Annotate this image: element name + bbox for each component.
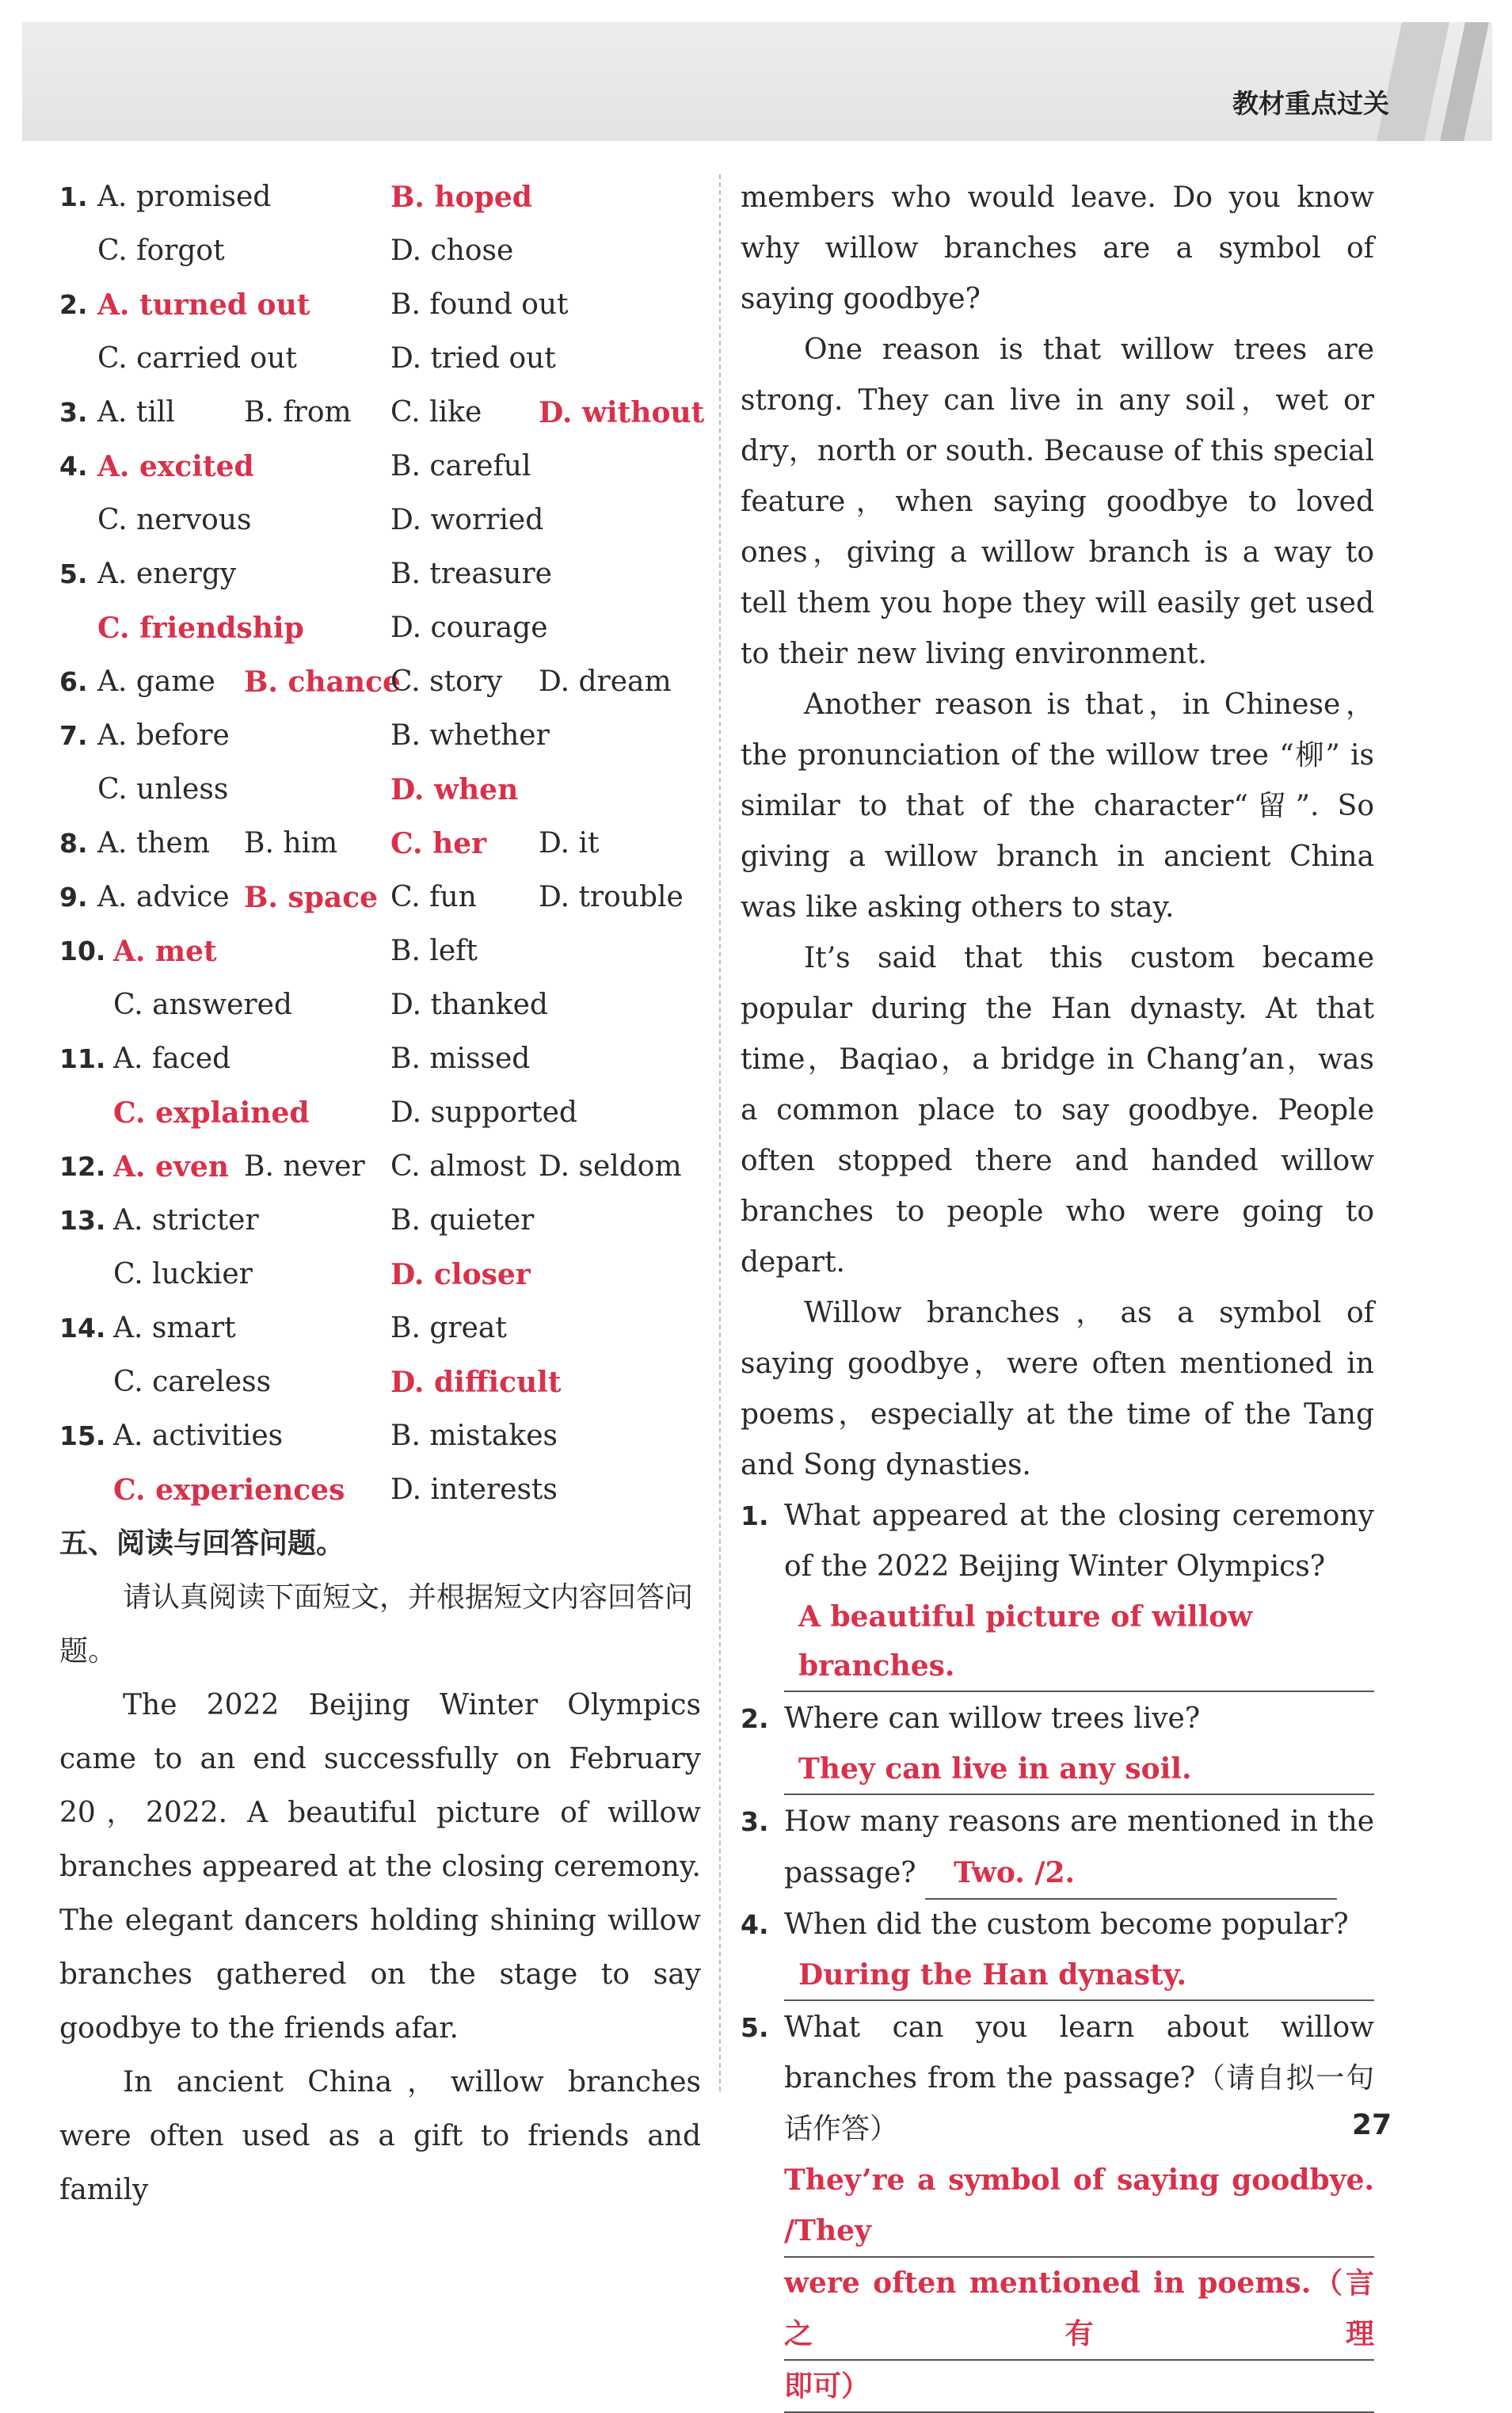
- choice-option-correct: C. experiences: [113, 1473, 345, 1507]
- choice-row: [59, 278, 701, 332]
- question-text: Where can willow trees live?: [784, 1702, 1201, 1735]
- choice-row: [59, 386, 705, 440]
- choice-option: D. courage: [390, 612, 548, 644]
- choice-number: 5.: [59, 558, 88, 589]
- question-text: When did the custom become popular?: [784, 1908, 1349, 1941]
- choice-option: D. chose: [390, 234, 514, 267]
- choice-option: A. faced: [113, 1043, 231, 1075]
- question-item: [741, 1797, 1374, 1900]
- choice-option: C. careless: [113, 1366, 272, 1398]
- header-decoration: [1377, 22, 1449, 141]
- answer-line: were often mentioned in poems.（言之有理: [784, 2258, 1374, 2361]
- answer-text: [784, 2155, 1374, 2413]
- question-text: What can you learn about willow branches from the passage?（请自拟一句话作答）: [784, 2011, 1374, 2145]
- choice-row: [59, 1463, 701, 1517]
- choice-number: 12.: [59, 1151, 106, 1182]
- choice-option: D. supported: [390, 1096, 577, 1129]
- choice-row: [59, 1409, 701, 1463]
- choice-option-correct: A. met: [113, 935, 217, 968]
- question-text-part: How many reasons are mentioned in the passage?: [784, 1805, 1374, 1889]
- choice-row: [59, 1302, 701, 1355]
- choice-option: B. never: [244, 1150, 365, 1183]
- choice-row: [59, 763, 701, 817]
- choice-option: A. activities: [113, 1420, 284, 1452]
- choice-option: D. seldom: [539, 1150, 682, 1183]
- choice-row: [59, 170, 701, 224]
- choice-option: C. nervous: [97, 504, 252, 536]
- choice-option: B. careful: [390, 450, 531, 482]
- choice-number: 11.: [59, 1043, 106, 1074]
- choice-option: D. interests: [390, 1473, 558, 1506]
- right-column: [741, 173, 1374, 2413]
- choice-option: B. him: [244, 827, 338, 860]
- choice-option: C. story: [390, 665, 503, 698]
- choice-number: 4.: [59, 451, 88, 482]
- question-number: 4.: [741, 1909, 769, 1940]
- choice-number: 13.: [59, 1205, 106, 1236]
- choice-row: [59, 655, 701, 709]
- choice-option: C. answered: [113, 989, 292, 1021]
- choice-option: B. great: [390, 1312, 507, 1344]
- passage-paragraph: Willow branches，as a symbol of saying goodbye，were often mentioned in poems，especially at the time of the Tang and Song dynasties.: [741, 1297, 1374, 1481]
- choice-option: D. dream: [539, 665, 672, 698]
- choice-option-correct: B. chance: [244, 665, 401, 699]
- section-header-title: 教材重点过关: [1232, 88, 1389, 119]
- choice-option-correct: A. excited: [97, 450, 254, 483]
- choice-row: [59, 817, 701, 871]
- choice-option: D. trouble: [539, 881, 684, 913]
- choice-option-correct: D. when: [390, 773, 519, 806]
- question-item: [741, 1694, 1374, 1795]
- choice-option-correct: B. space: [244, 881, 379, 914]
- choice-option: B. found out: [390, 288, 569, 321]
- choice-number: 10.: [59, 936, 106, 966]
- choice-option: A. stricter: [113, 1204, 259, 1237]
- choice-option: D. it: [539, 827, 600, 860]
- question-item: [741, 2003, 1374, 2413]
- choice-option: B. mistakes: [390, 1420, 558, 1452]
- left-column: [59, 170, 705, 2217]
- choice-row: [59, 1248, 701, 1302]
- choice-row: [59, 924, 701, 978]
- section-instruction: 请认真阅读下面短文，并根据短文内容回答问题。: [59, 1581, 694, 1668]
- choice-option-correct: B. hoped: [390, 181, 532, 214]
- choice-row: [59, 1032, 701, 1086]
- choice-option-correct: C. explained: [113, 1096, 310, 1130]
- question-number: 3.: [741, 1806, 769, 1837]
- question-number: 2.: [741, 1703, 769, 1734]
- choice-option: A. smart: [113, 1312, 236, 1344]
- choice-row: [59, 440, 701, 494]
- choice-option-correct: C. her: [390, 827, 487, 860]
- choice-option: A. them: [97, 827, 210, 860]
- choice-option: A. energy: [97, 558, 237, 590]
- question-number: 5.: [741, 2012, 769, 2043]
- choice-option-correct: D. difficult: [390, 1366, 562, 1399]
- choice-option-correct: A. turned out: [97, 288, 310, 322]
- question-text: [784, 1797, 1374, 1900]
- choice-row: [59, 871, 701, 924]
- choice-option: D. worried: [390, 504, 544, 536]
- choice-option: C. carried out: [97, 342, 297, 375]
- choice-option: B. quieter: [390, 1204, 535, 1237]
- choice-row: [59, 978, 701, 1032]
- header-decoration: [1440, 22, 1489, 141]
- choice-number: 8.: [59, 828, 88, 859]
- choice-row: [59, 1140, 701, 1194]
- answer-text: They can live in any soil.: [784, 1744, 1374, 1795]
- choice-row: [59, 494, 701, 547]
- choice-number: 7.: [59, 720, 88, 751]
- choice-option: A. game: [97, 665, 215, 698]
- column-divider: [719, 174, 721, 2091]
- choice-row: [59, 601, 701, 655]
- choice-option: C. like: [390, 396, 482, 429]
- passage-paragraph: One reason is that willow trees are strong. They can live in any soil，wet or dry，north or south. Because of this special feature，when saying goodbye to loved ones，giving a willow branch is a way to tell them you hope they will easily get used to their new living environment.: [741, 334, 1374, 670]
- choice-number: 9.: [59, 882, 88, 913]
- choice-option: B. treasure: [390, 558, 552, 590]
- choice-row: [59, 1086, 701, 1140]
- choice-row: [59, 332, 701, 386]
- choice-row: [59, 547, 701, 601]
- choice-option: A. promised: [97, 181, 272, 213]
- choice-row: [59, 1355, 701, 1409]
- choice-option: D. thanked: [390, 989, 548, 1021]
- question-number: 1.: [741, 1500, 769, 1531]
- choice-row: [59, 1194, 701, 1248]
- choice-row: [59, 224, 701, 278]
- choice-option: B. whether: [390, 719, 550, 752]
- choice-option: B. from: [244, 396, 352, 429]
- choice-option: B. left: [390, 935, 478, 967]
- choice-option: C. luckier: [113, 1258, 253, 1290]
- choice-option: A. till: [97, 396, 175, 429]
- multiple-choice-list: [59, 170, 705, 1517]
- page-number: 27: [1351, 2109, 1392, 2141]
- question-text: What appeared at the closing ceremony of the 2022 Beijing Winter Olympics?: [784, 1500, 1374, 1583]
- passage-paragraph: The 2022 Beijing Winter Olympics came to an end successfully on February 20，2022. A beautiful picture of willow branches appeared at the closing ceremony. The elegant dancers holding shining willow branches gathered on the stage to say goodbye to the friends afar.: [59, 1689, 701, 2045]
- choice-option: B. missed: [390, 1043, 531, 1075]
- choice-option: C. fun: [390, 881, 477, 913]
- answer-text: During the Han dynasty.: [784, 1950, 1374, 2001]
- passage-paragraph: members who would leave. Do you know why willow branches are a symbol of saying goodbye?: [741, 181, 1374, 315]
- choice-option-correct: A. even: [113, 1150, 229, 1184]
- choice-number: 6.: [59, 666, 88, 697]
- choice-number: 3.: [59, 397, 88, 428]
- choice-option-correct: C. friendship: [97, 612, 304, 645]
- choice-number: 2.: [59, 289, 88, 320]
- choice-option: A. advice: [97, 881, 230, 913]
- section-title: 五、阅读与回答问题。: [59, 1527, 345, 1560]
- passage-paragraph: In ancient China，willow branches were often used as a gift to friends and family: [59, 2066, 701, 2206]
- choice-option: C. almost: [390, 1150, 526, 1183]
- answer-text: Two. /2.: [925, 1847, 1337, 1900]
- choice-option: A. before: [97, 719, 230, 752]
- choice-option: C. forgot: [97, 234, 225, 267]
- choice-option: D. tried out: [390, 342, 556, 375]
- question-item: [741, 1900, 1374, 2001]
- passage-paragraph: Another reason is that，in Chinese，the pronunciation of the willow tree “柳” is similar to that of the character“留”. So giving a willow branch in ancient China was like asking others to stay.: [741, 688, 1375, 924]
- choice-number: 1.: [59, 181, 88, 212]
- choice-number: 15.: [59, 1420, 106, 1451]
- choice-option-correct: D. closer: [390, 1258, 531, 1291]
- header-band: [22, 22, 1492, 141]
- choice-row: [59, 709, 701, 763]
- answer-line: They’re a symbol of saying goodbye. /They: [784, 2155, 1374, 2258]
- answer-text: A beautiful picture of willow branches.: [784, 1592, 1374, 1692]
- choice-option: C. unless: [97, 773, 229, 806]
- question-item: [741, 1491, 1374, 1692]
- passage-paragraph: It’s said that this custom became popular during the Han dynasty. At that time，Baqiao，a bridge in Chang’an，was a common place to say goodbye. People often stopped there and handed willow branches to people who were going to depart.: [741, 942, 1374, 1279]
- answer-line: 即可）: [784, 2361, 1374, 2413]
- choice-number: 14.: [59, 1313, 106, 1344]
- choice-option-correct: D. without: [539, 396, 705, 429]
